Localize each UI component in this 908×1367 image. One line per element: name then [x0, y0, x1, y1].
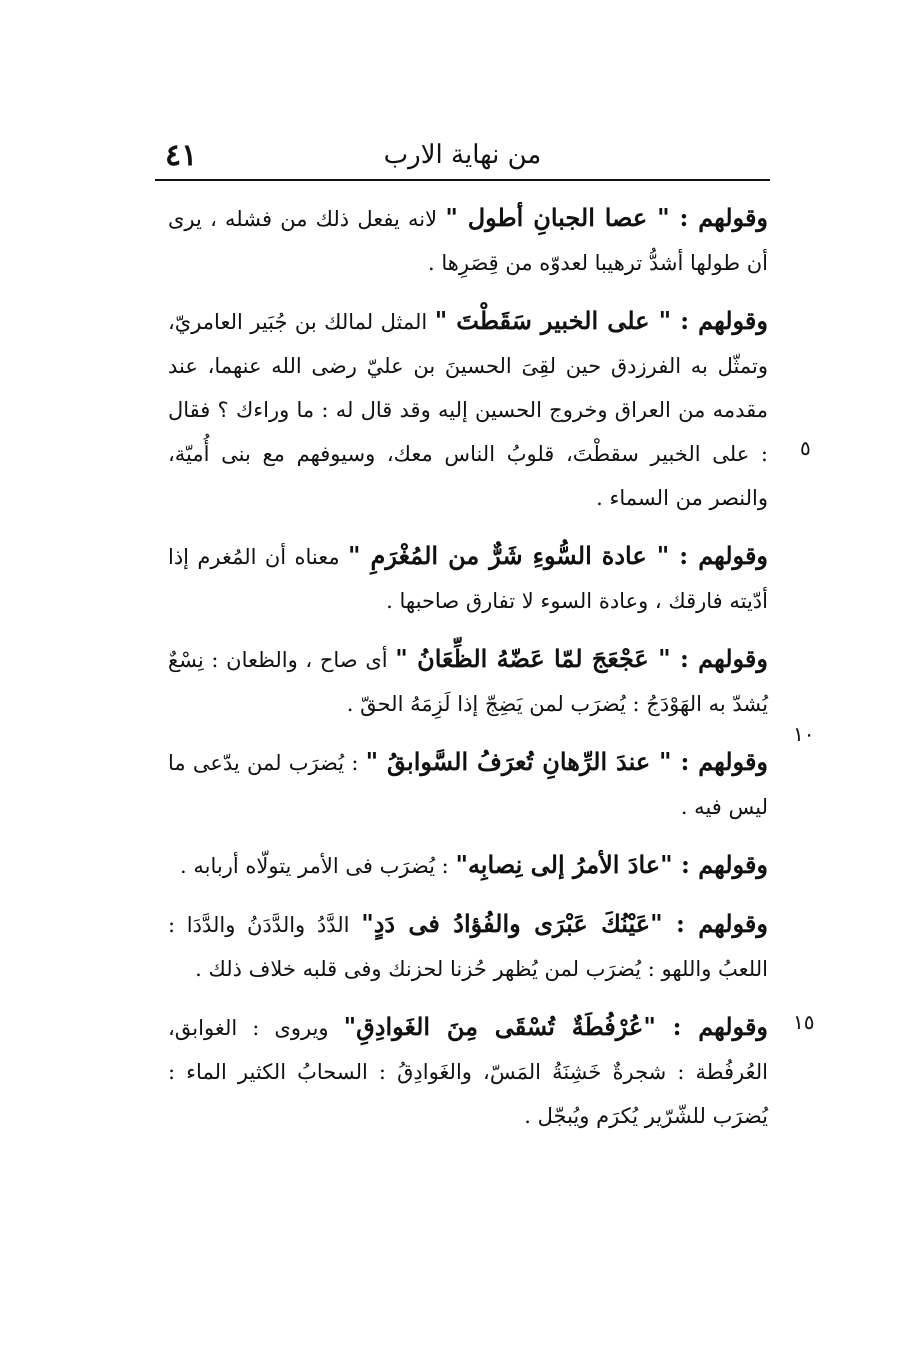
proverb-explanation: الدَّدُ والدَّدَنُ والدَّدَا : اللعبُ واللهو : يُضرَب لمن يُظهر حُزنا لحزنك وفى قلبه خلاف ذلك .	[168, 913, 768, 981]
proverb-paragraph	[168, 196, 768, 285]
proverb-lead: وقولهم : " عَجْعَجَ لمّا عَضّهُ الظِّعَانُ "	[395, 644, 768, 673]
proverb-paragraph	[168, 299, 768, 520]
line-number-5: ٥	[800, 436, 811, 460]
proverb-paragraph	[168, 534, 768, 623]
proverb-paragraph	[168, 1005, 768, 1138]
proverb-paragraph	[168, 740, 768, 829]
proverb-lead: وقولهم : "عَيْنُكَ عَبْرَى والفُؤادُ فى دَدٍ"	[361, 909, 768, 938]
proverb-explanation: معناه أن المُغرم إذا أدّيته فارقك ، وعادة السوء لا تفارق صاحبها .	[168, 545, 768, 613]
proverb-lead: وقولهم : " عادة السُّوءِ شَرٌّ من المُغْرَمِ "	[347, 541, 768, 570]
page-header	[155, 130, 770, 178]
proverb-lead: وقولهم : "عُرْفُطَةٌ تُسْقَى مِنَ الغَوادِقِ"	[343, 1012, 769, 1041]
proverb-paragraph	[168, 637, 768, 726]
proverb-explanation: لانه يفعل ذلك من فشله ، يرى أن طولها أشدُّ ترهيبا لعدوّه من قِصَرِها .	[168, 207, 768, 275]
proverb-explanation: المثل لمالك بن جُبَير العامريّ، وتمثّل به الفرزدق حين لقِىَ الحسينَ بن عليّ رضى الله عنهما، عند مقدمه من العراق وخروج الحسين إليه وقد قال له : ما وراءك ؟ فقال : على الخبير سقطْتَ، قلوبُ الناس معك، وسيوفهم مع بنى أُميّة، والنصر من السماء .	[168, 310, 768, 510]
proverb-explanation: : يُضرَب فى الأمر يتولّاه أربابه .	[180, 854, 456, 878]
proverb-lead: وقولهم : " عصا الجبانِ أطول "	[445, 203, 769, 232]
running-head: من نهاية الارب	[383, 140, 542, 170]
proverb-explanation: أى صاح ، والظعان : نِسْعٌ يُشدّ به الهَوْدَجُ : يُضرَب لمن يَضِجّ إذا لَزِمَهُ الحقّ .	[168, 648, 768, 716]
line-number-10: ١٠	[793, 722, 815, 746]
proverb-lead: وقولهم : "عادَ الأمرُ إلى نِصابِه"	[455, 850, 768, 879]
proverb-explanation: ويروى : الغوابق، العُرفُطة : شجرةٌ خَشِنَةُ المَسّ، والغَوادِقُ : السحابُ الكثير الماء : يُضرَب للشّرّير يُكرَم ويُبجّل .	[168, 1016, 768, 1128]
header-rule	[155, 179, 770, 181]
proverb-lead: وقولهم : " على الخبير سَقَطْتَ "	[434, 306, 768, 335]
line-number-15: ١٥	[793, 1010, 815, 1034]
body-text	[168, 196, 768, 1152]
proverb-paragraph	[168, 843, 768, 888]
proverb-lead: وقولهم : " عندَ الرِّهانِ تُعرَفُ السَّوابقُ "	[365, 747, 769, 776]
proverb-paragraph	[168, 902, 768, 991]
page-number: ٤١	[165, 138, 198, 173]
proverb-explanation: : يُضرَب لمن يدّعى ما ليس فيه .	[168, 751, 768, 819]
